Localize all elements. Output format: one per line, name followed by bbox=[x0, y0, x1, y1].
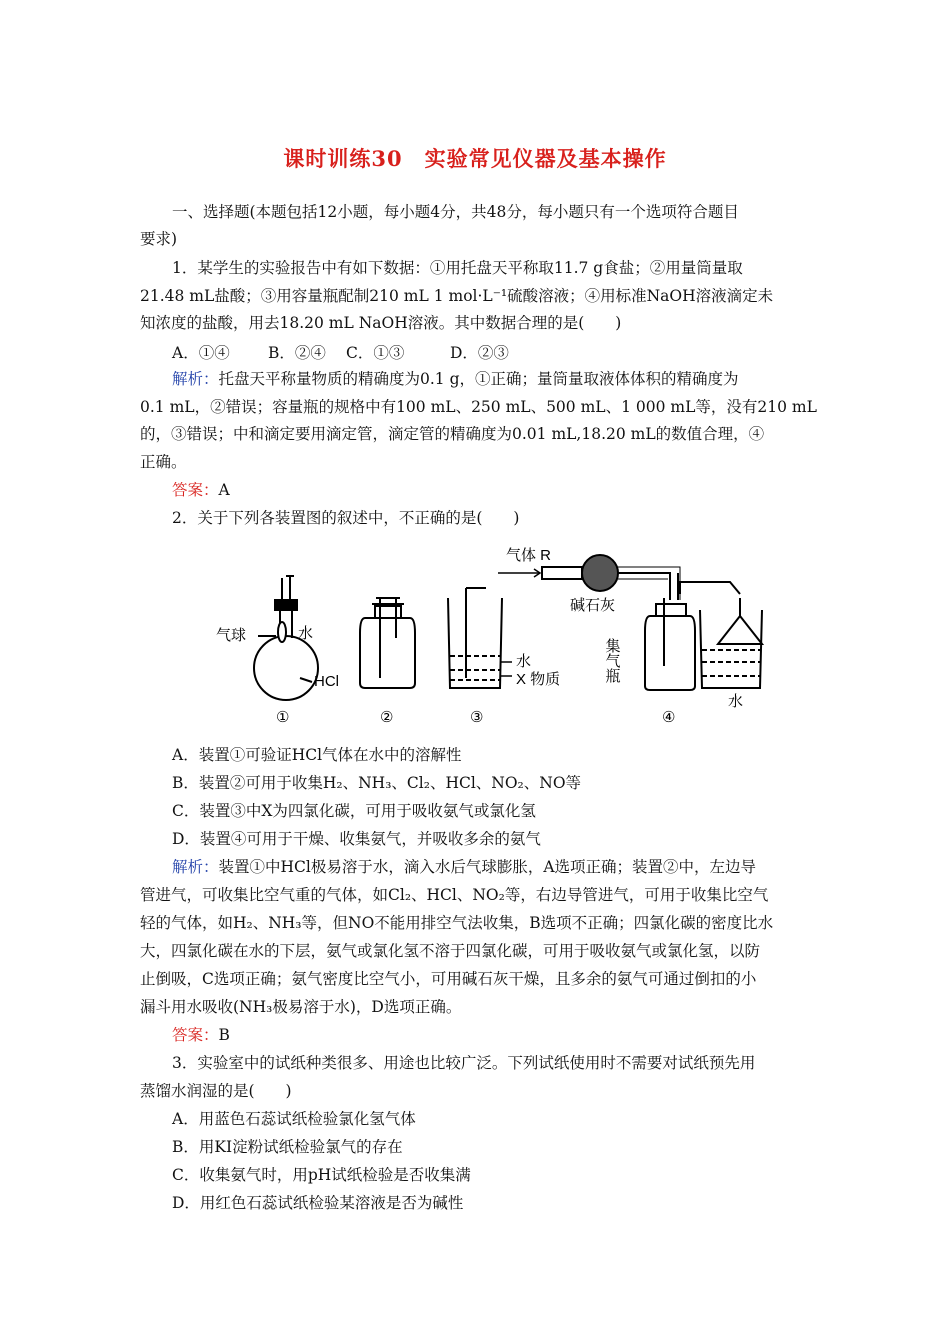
q2-analysis-line2: 管进气，可收集比空气重的气体，如Cl₂、HCl、NO₂等，右边导管进气，可用于收集比空气 bbox=[140, 886, 769, 904]
apparatus-3-beaker bbox=[448, 588, 512, 688]
label-num-2: ② bbox=[380, 709, 394, 726]
apparatus-2-bottle bbox=[360, 598, 415, 688]
q1-option-c: C．①③ bbox=[346, 344, 405, 362]
q2-stem: 2．关于下列各装置图的叙述中，不正确的是( ) bbox=[172, 509, 520, 527]
label-shui-4: 水 bbox=[728, 693, 744, 710]
analysis-label: 解析： bbox=[172, 858, 219, 876]
q2-option-c: C．装置③中X为四氯化碳，可用于吸收氨气或氯化氢 bbox=[172, 802, 536, 820]
q2-option-d: D．装置④可用于干燥、收集氨气，并吸收多余的氨气 bbox=[172, 830, 541, 848]
analysis-label: 解析： bbox=[172, 370, 219, 388]
q1-option-a: A．①④ bbox=[172, 344, 230, 362]
section-heading-line1: 一、选择题(本题包括12小题，每小题4分，共48分，每小题只有一个选项符合题目 bbox=[172, 203, 739, 221]
q2-option-b: B．装置②可用于收集H₂、NH₃、Cl₂、HCl、NO₂、NO等 bbox=[172, 774, 582, 792]
answer-value: A bbox=[218, 481, 230, 499]
label-shui-3: 水 bbox=[516, 653, 532, 670]
label-num-3: ③ bbox=[470, 709, 484, 726]
label-gas-r: 气体 R bbox=[506, 547, 552, 564]
q2-analysis-line3: 轻的气体，如H₂、NH₃等，但NO不能用排空气法收集，B选项不正确；四氯化碳的密度比水 bbox=[140, 914, 774, 932]
label-hcl: HCl bbox=[314, 673, 339, 690]
q1-stem-line2: 21.48 mL盐酸；③用容量瓶配制210 mL 1 mol·L⁻¹硫酸溶液；④用标准NaOH溶液滴定未 bbox=[140, 287, 774, 305]
analysis-text: 装置①中HCl极易溶于水，滴入水后气球膨胀，A选项正确；装置②中，左边导 bbox=[218, 858, 757, 876]
q1-stem-line1: 1．某学生的实验报告中有如下数据：①用托盘天平称取11.7 g食盐；②用量筒量取 bbox=[172, 259, 743, 277]
q1-answer-line bbox=[172, 480, 840, 500]
section-heading-line2: 要求) bbox=[140, 230, 178, 248]
q3-stem-line1: 3．实验室中的试纸种类很多、用途也比较广泛。下列试纸使用时不需要对试纸预先用 bbox=[172, 1054, 756, 1072]
q2-analysis-line1 bbox=[172, 857, 840, 877]
q1-analysis-line1 bbox=[172, 369, 840, 389]
q3-option-a: A．用蓝色石蕊试纸检验氯化氢气体 bbox=[172, 1110, 416, 1128]
answer-value: B bbox=[218, 1026, 230, 1044]
label-shui-1: 水 bbox=[298, 625, 314, 642]
answer-label: 答案： bbox=[172, 481, 219, 499]
q3-option-c: C．收集氨气时，用pH试纸检验是否收集满 bbox=[172, 1166, 471, 1184]
label-qiqiu: 气球 bbox=[216, 627, 247, 644]
q2-analysis-line4: 大，四氯化碳在水的下层，氨气或氯化氢不溶于四氯化碳，可用于吸收氨气或氯化氢，以防 bbox=[140, 942, 761, 960]
q3-option-d: D．用红色石蕊试纸检验某溶液是否为碱性 bbox=[172, 1194, 464, 1212]
q3-stem-line2: 蒸馏水润湿的是( ) bbox=[140, 1082, 292, 1100]
q2-analysis-line6: 漏斗用水吸收(NH₃极易溶于水)，D选项正确。 bbox=[140, 998, 462, 1016]
q1-analysis-line3: 的，③错误；中和滴定要用滴定管，滴定管的精确度为0.01 mL,18.20 mL的数值合理，④ bbox=[140, 425, 765, 443]
apparatus-4-train bbox=[498, 555, 762, 690]
q1-option-d: D．②③ bbox=[450, 344, 509, 362]
q1-analysis-line2: 0.1 mL，②错误；容量瓶的规格中有100 mL、250 mL、500 mL、1 000 mL等，没有210 mL bbox=[140, 398, 817, 416]
q2-analysis-line5: 止倒吸，C选项正确；氨气密度比空气小，可用碱石灰干燥，且多余的氨气可通过倒扣的小 bbox=[140, 970, 757, 988]
q3-option-b: B．用KI淀粉试纸检验氯气的存在 bbox=[172, 1138, 403, 1156]
q2-option-a: A．装置①可验证HCl气体在水中的溶解性 bbox=[172, 746, 462, 764]
q2-answer-line bbox=[172, 1025, 840, 1045]
apparatus-figure bbox=[200, 538, 780, 730]
page-title: 课时训练30 实验常见仪器及基本操作 bbox=[283, 146, 667, 171]
answer-label: 答案： bbox=[172, 1026, 219, 1044]
label-num-4: ④ bbox=[662, 709, 676, 726]
analysis-text: 托盘天平称量物质的精确度为0.1 g，①正确；量筒量取液体体积的精确度为 bbox=[218, 370, 739, 388]
label-soda-lime: 碱石灰 bbox=[570, 597, 616, 614]
label-gas-bottle: 集气瓶 bbox=[603, 638, 621, 683]
q1-option-b: B．②④ bbox=[268, 344, 326, 362]
q1-analysis-line4: 正确。 bbox=[140, 453, 187, 471]
label-x-wuzhi: X 物质 bbox=[516, 671, 561, 688]
q1-stem-line3: 知浓度的盐酸，用去18.20 mL NaOH溶液。其中数据合理的是( ) bbox=[140, 314, 622, 332]
label-num-1: ① bbox=[276, 709, 290, 726]
